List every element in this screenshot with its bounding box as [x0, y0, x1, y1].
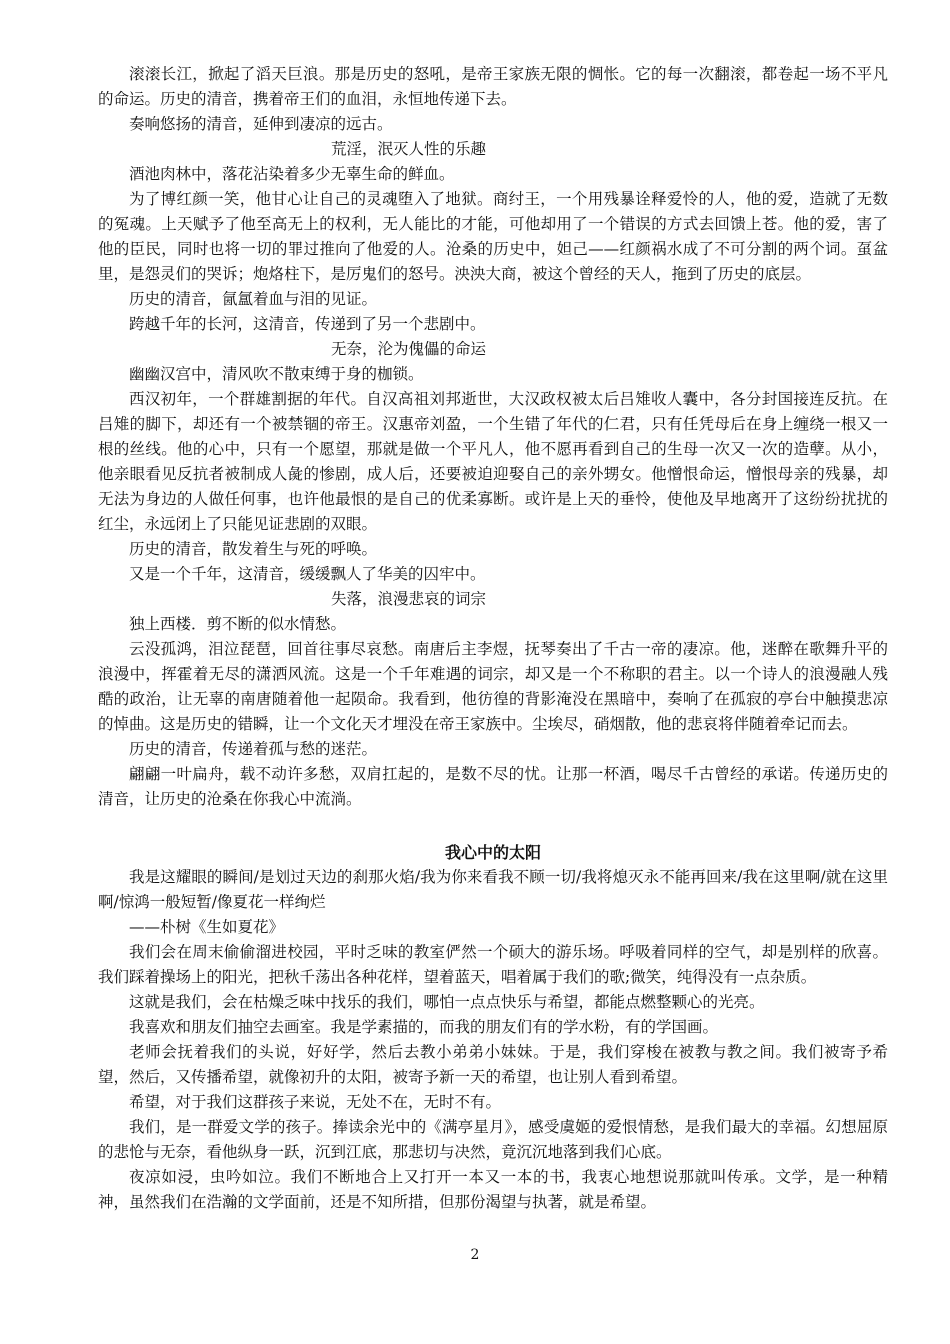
paragraph: 西汉初年，一个群雄割据的年代。自汉高祖刘邦逝世，大汉政权被太后吕雉收人囊中，各分封国接连反抗。在吕雉的脚下，却还有一个被禁锢的帝王。汉惠帝刘盈，一个生错了年代的仁君，只有任凭母后在身上缠绕一根又一根的丝线。他的心中，只有一个愿望，那就是做一个平凡人，他不愿再看到自己的生母一次又一次的造孽。从小，他亲眼看见反抗者被制成人彘的惨剧，成人后，还要被迫迎娶自己的亲外甥女。他憎恨命运，憎恨母亲的残暴，却无法为身边的人做任何事，也许他最恨的是自己的优柔寡断。或许是上天的垂怜，使他及早地离开了这纷纷扰扰的红尘，永远闭上了只能见证悲剧的双眼。 [98, 390, 888, 533]
paragraph: 老师会抚着我们的头说，好好学，然后去教小弟弟小妹妹。于是，我们穿梭在被教与教之间。我们被寄予希望，然后，又传播希望，就像初升的太阳，被寄予新一天的希望，也让别人看到希望。 [98, 1043, 888, 1086]
paragraph: 又是一个千年，这清音，缓缓飘人了华美的囚牢中。 [129, 565, 486, 583]
paragraph: 云没孤鸿，泪泣琵琶，回首往事尽哀愁。南唐后主李煜，抚琴奏出了千古一帝的凄凉。他，迷醉在歌舞升平的浪漫中，挥霍着无尽的潇洒风流。这是一个千年难遇的词宗，却又是一个不称职的君主。以一个诗人的浪漫融人残酷的政治，让无辜的南唐随着他一起陨命。我看到，他彷徨的背影淹没在黑暗中，奏响了在孤寂的亭台中触摸悲凉的悼曲。这是历史的错瞬，让一个文化天才埋没在帝王家族中。尘埃尽，硝烟散，他的悲哀将伴随着牵记而去。 [98, 640, 888, 733]
page-number: 2 [470, 1247, 480, 1263]
subheading: 无奈，沦为傀儡的命运 [331, 340, 487, 358]
paragraph: 我喜欢和朋友们抽空去画室。我是学素描的，而我的朋友们有的学水粉，有的学国画。 [129, 1018, 719, 1036]
paragraph: 历史的清音，传递着孤与愁的迷茫。 [129, 740, 378, 758]
paragraph: 奏响悠扬的清音，延伸到凄凉的远古。 [129, 115, 393, 133]
paragraph: 为了博红颜一笑，他甘心让自己的灵魂堕入了地狱。商纣王，一个用残暴诠释爱怜的人，他的爱，造就了无数的冤魂。上天赋予了他至高无上的权利，无人能比的才能，可他却用了一个错误的方式去回馈上苍。他的爱，害了他的臣民，同时也将一切的罪过推向了他爱的人。沧桑的历史中，妲己——红颜祸水成了不可分割的两个词。虿盆里，是怨灵们的哭诉；炮烙柱下，是厉鬼们的怒号。泱泱大商，被这个曾经的天人，拖到了历史的底层。 [98, 190, 888, 283]
paragraph: 这就是我们，会在枯燥乏味中找乐的我们，哪怕一点点快乐与希望，都能点燃整颗心的光亮。 [129, 993, 765, 1011]
paragraph: 滚滚长江，掀起了滔天巨浪。那是历史的怒吼，是帝王家族无限的惆怅。它的每一次翻滚，都卷起一场不平凡的命运。历史的清音，携着帝王们的血泪，永恒地传递下去。 [98, 65, 888, 108]
epigraph-attribution: ——朴树《生如夏花》 [129, 918, 285, 936]
paragraph: 我们会在周末偷偷溜进校园，平时乏味的教室俨然一个硕大的游乐场。呼吸着同样的空气，却是别样的欣喜。我们踩着操场上的阳光，把秋千荡出各种花样，望着蓝天，唱着属于我们的歌;微笑，纯得没有一点杂质。 [98, 943, 888, 986]
paragraph: 希望，对于我们这群孩子来说，无处不在，无时不有。 [129, 1093, 502, 1111]
paragraph: 我们，是一群爱文学的孩子。捧读余光中的《满亭星月》，感受虞姬的爱恨情愁，是我们最大的幸福。幻想屈原的悲怆与无奈，看他纵身一跃，沉到江底，那悲切与决然，竟沉沉地落到我们心底。 [98, 1118, 888, 1161]
subheading: 荒淫，泯灭人性的乐趣 [331, 140, 487, 158]
paragraph: 历史的清音，散发着生与死的呼唤。 [129, 540, 378, 558]
subheading: 失落，浪漫悲哀的词宗 [331, 590, 487, 608]
paragraph: 幽幽汉宫中，清风吹不散束缚于身的枷锁。 [129, 365, 424, 383]
essay-title: 我心中的太阳 [444, 843, 541, 862]
paragraph: 跨越千年的长河，这清音，传递到了另一个悲剧中。 [129, 315, 486, 333]
paragraph: 翩翩一叶扁舟，载不动许多愁，双肩扛起的，是数不尽的忧。让那一杯酒，喝尽千古曾经的承诺。传递历史的清音，让历史的沧桑在你我心中流淌。 [98, 765, 888, 808]
paragraph: 独上西楼．剪不断的似水情愁。 [129, 615, 347, 633]
paragraph: 夜凉如浸，虫吟如泣。我们不断地合上又打开一本又一本的书，我衷心地想说那就叫传承。文学，是一种精神，虽然我们在浩瀚的文学面前，还是不知所措，但那份渴望与执著，就是希望。 [98, 1168, 888, 1211]
document-body [98, 62, 888, 1215]
epigraph: 我是这耀眼的瞬间/是划过天边的刹那火焰/我为你来看我不顾一切/我将熄灭永不能再回来/我在这里啊/就在这里啊/惊鸿一般短暂/像夏花一样绚烂 [98, 868, 888, 911]
paragraph: 历史的清音，氤氲着血与泪的见证。 [129, 290, 378, 308]
paragraph: 酒池肉林中，落花沾染着多少无辜生命的鲜血。 [129, 165, 455, 183]
